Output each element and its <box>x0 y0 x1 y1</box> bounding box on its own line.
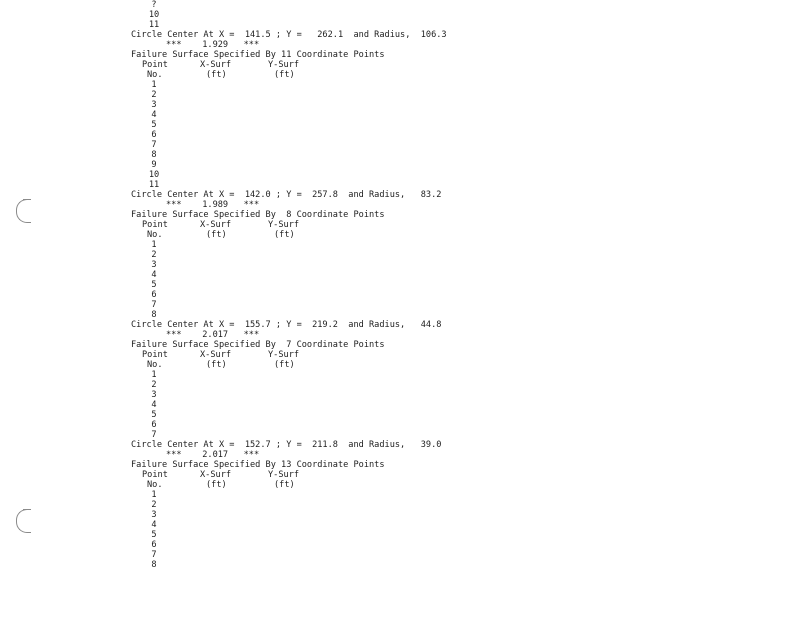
point-number: 3 <box>151 390 157 400</box>
col-no-header: No. <box>147 360 163 370</box>
col-no-header: No. <box>147 230 163 240</box>
point-number: 1 <box>151 370 157 380</box>
point-number: 4 <box>151 520 157 530</box>
surface-title-text: Failure Surface Specified By 11 Coordinate Points <box>131 50 385 60</box>
col-point-header: Point <box>142 350 168 360</box>
point-number: 7 <box>151 140 157 150</box>
point-number: 3 <box>151 260 157 270</box>
surface-title-text: Failure Surface Specified By 8 Coordinate Points <box>131 210 385 220</box>
point-number: 4 <box>151 110 157 120</box>
circle-center-text: Circle Center At X = 142.0 ; Y = 257.8 and Radius, 83.2 <box>131 190 442 200</box>
punch-hole-mark <box>16 199 31 223</box>
safety-factor-text: *** 2.017 *** <box>166 330 260 340</box>
point-number: 2 <box>151 500 157 510</box>
point-number: 6 <box>151 540 157 550</box>
col-y-header: Y-Surf <box>268 60 300 70</box>
col-x-header: X-Surf <box>200 350 232 360</box>
col-y-header: Y-Surf <box>268 350 300 360</box>
point-number: 6 <box>151 290 157 300</box>
safety-factor-text: *** 1.989 *** <box>166 200 260 210</box>
point-number: 10 <box>148 170 160 180</box>
col-x-unit: (ft) <box>206 360 227 370</box>
col-y-header: Y-Surf <box>268 220 300 230</box>
point-number: 5 <box>151 120 157 130</box>
point-number: 4 <box>151 400 157 410</box>
col-y-unit: (ft) <box>274 360 295 370</box>
point-number: 6 <box>151 130 157 140</box>
col-x-header: X-Surf <box>200 220 232 230</box>
circle-center-text: Circle Center At X = 141.5 ; Y = 262.1 and Radius, 106.3 <box>131 30 447 40</box>
punch-hole-mark <box>16 509 31 533</box>
circle-center-text: Circle Center At X = 152.7 ; Y = 211.8 and Radius, 39.0 <box>131 440 442 450</box>
col-y-unit: (ft) <box>274 230 295 240</box>
point-number: 7 <box>151 300 157 310</box>
col-y-unit: (ft) <box>274 70 295 80</box>
point-number: 7 <box>151 550 157 560</box>
col-y-header: Y-Surf <box>268 470 300 480</box>
col-no-header: No. <box>147 70 163 80</box>
point-number: 8 <box>151 150 157 160</box>
surface-title-text: Failure Surface Specified By 13 Coordinate Points <box>131 460 385 470</box>
point-number: 6 <box>151 420 157 430</box>
col-x-unit: (ft) <box>206 480 227 490</box>
point-number: 1 <box>151 490 157 500</box>
col-point-header: Point <box>142 220 168 230</box>
col-x-header: X-Surf <box>200 470 232 480</box>
surface-title-text: Failure Surface Specified By 7 Coordinate Points <box>131 340 385 350</box>
point-number: 5 <box>151 530 157 540</box>
point-number: 8 <box>151 310 157 320</box>
point-number: 4 <box>151 270 157 280</box>
point-number: 3 <box>151 100 157 110</box>
col-point-header: Point <box>142 60 168 70</box>
point-number: 2 <box>151 250 157 260</box>
safety-factor-text: *** 1.929 *** <box>166 40 260 50</box>
safety-factor-text: *** 2.017 *** <box>166 450 260 460</box>
col-x-header: X-Surf <box>200 60 232 70</box>
col-x-unit: (ft) <box>206 70 227 80</box>
point-number: 5 <box>151 410 157 420</box>
point-number: 8 <box>151 560 157 570</box>
col-no-header: No. <box>147 480 163 490</box>
point-number: 5 <box>151 280 157 290</box>
point-number: 10 <box>148 10 160 20</box>
point-number: 9 <box>151 160 157 170</box>
col-x-unit: (ft) <box>206 230 227 240</box>
col-y-unit: (ft) <box>274 480 295 490</box>
point-number: 11 <box>148 180 160 190</box>
point-number: 1 <box>151 80 157 90</box>
col-point-header: Point <box>142 470 168 480</box>
point-number: ? <box>151 0 157 10</box>
point-number: 7 <box>151 430 157 440</box>
point-number: 2 <box>151 380 157 390</box>
circle-center-text: Circle Center At X = 155.7 ; Y = 219.2 and Radius, 44.8 <box>131 320 442 330</box>
point-number: 3 <box>151 510 157 520</box>
point-number: 2 <box>151 90 157 100</box>
point-number: 1 <box>151 240 157 250</box>
point-number: 11 <box>148 20 160 30</box>
